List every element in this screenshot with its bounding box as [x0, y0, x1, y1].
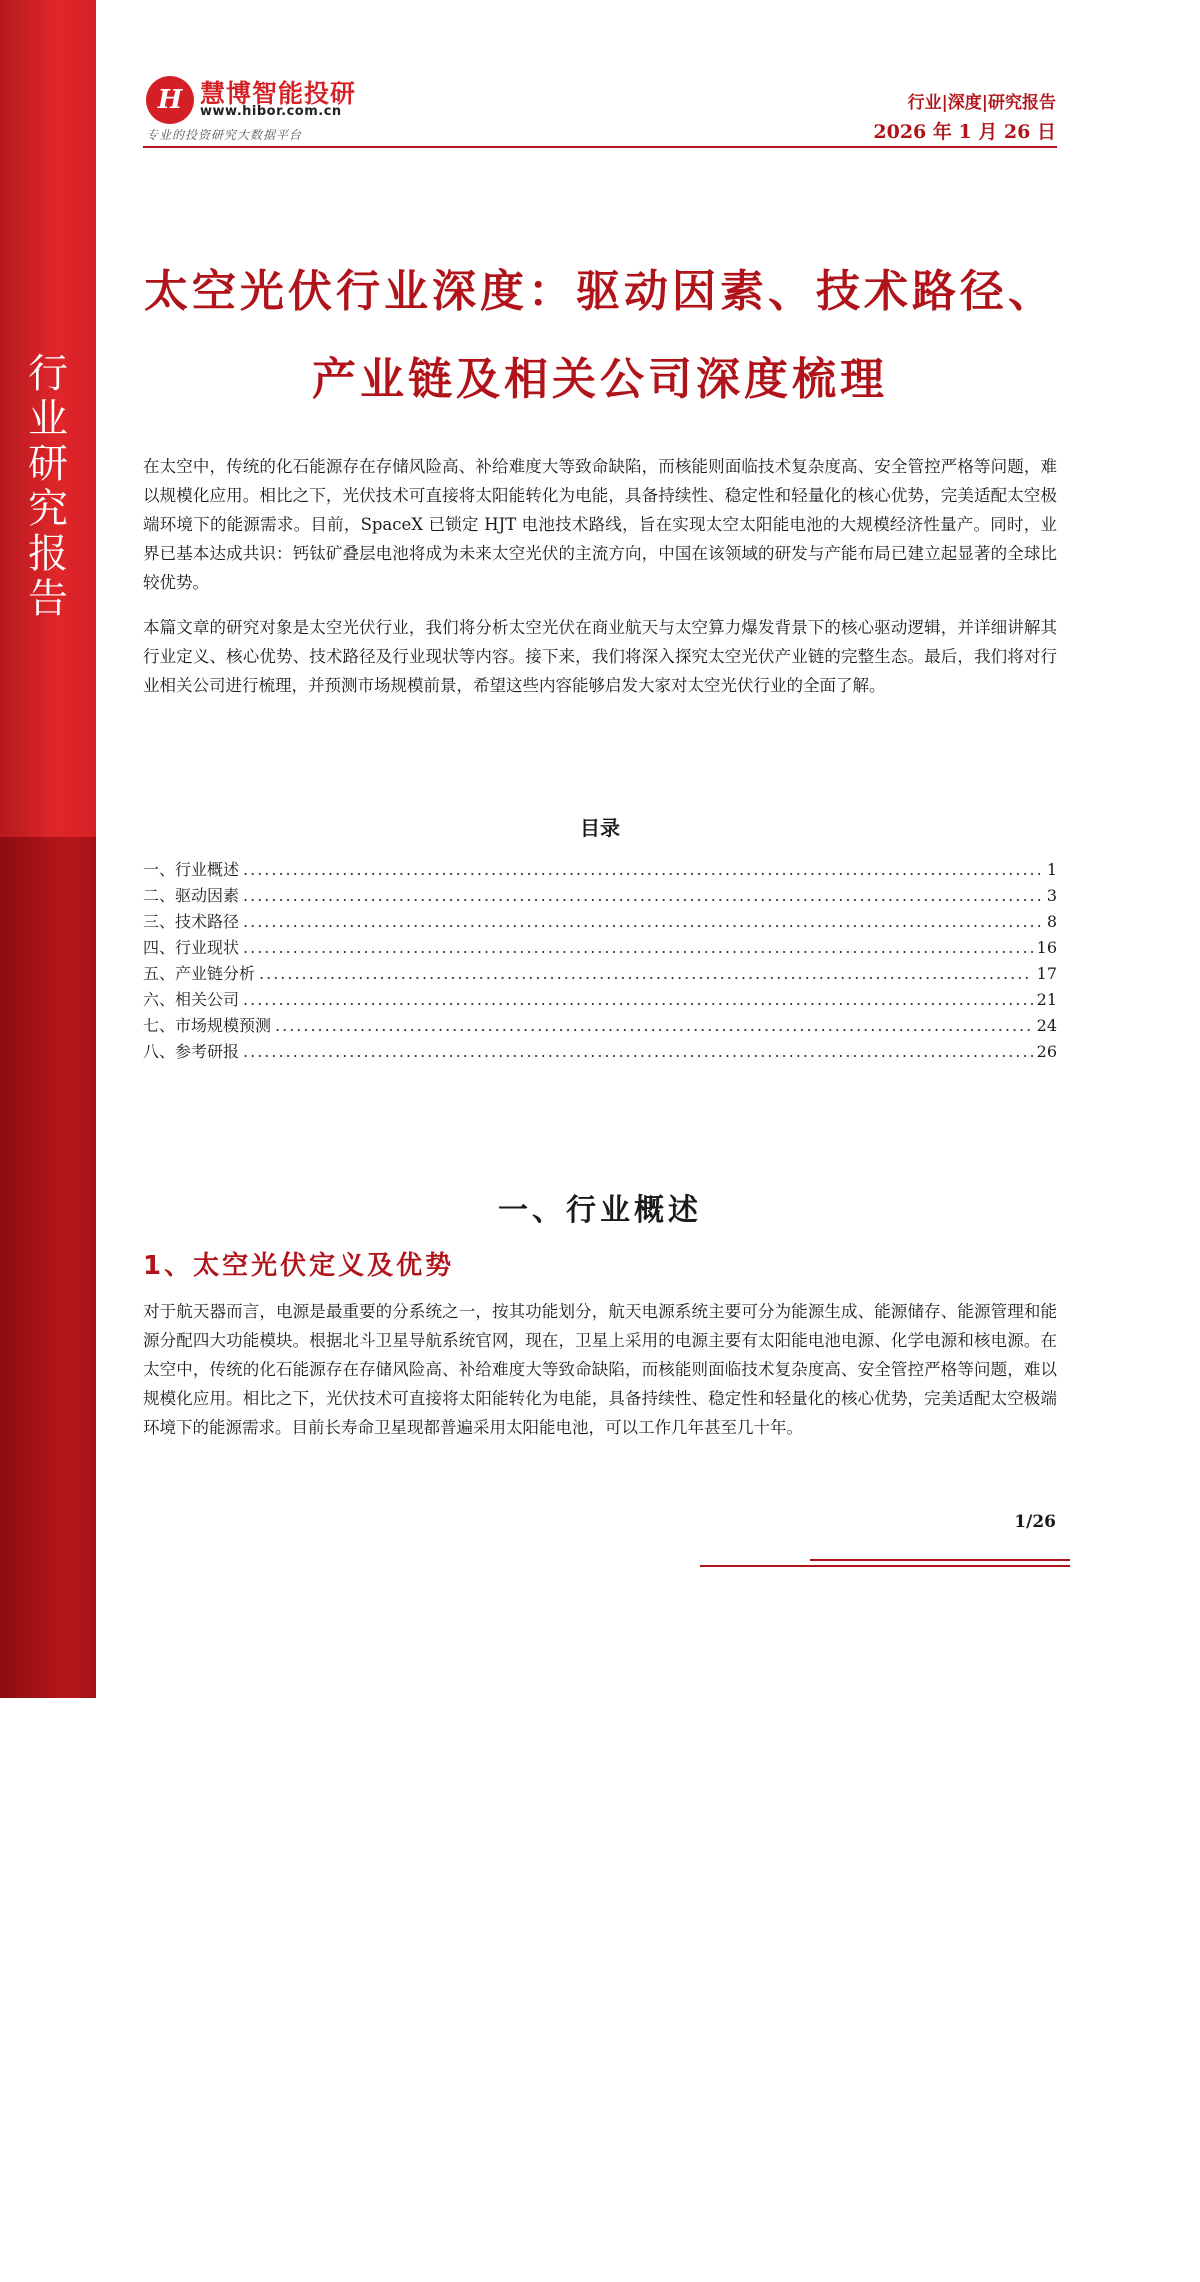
sidebar-top-band	[0, 0, 96, 837]
toc-dot-leader	[243, 1042, 1033, 1061]
page-number: 1/26	[1014, 1512, 1056, 1532]
report-date: 2026 年 1 月 26 日	[873, 121, 1056, 143]
abstract-paragraph: 本篇文章的研究对象是太空光伏行业，我们将分析太空光伏在商业航天与太空算力爆发背景下的核心驱动逻辑，并详细讲解其行业定义、核心优势、技术路径及行业现状等内容。接下来，我们将深入探究太空光伏产业链的完整生态。最后，我们将对行业相关公司进行梳理，并预测市场规模前景，希望这些内容能够启发大家对太空光伏行业的全面了解。	[143, 618, 1057, 695]
toc-item-label: 二、驱动因素	[143, 886, 240, 905]
footer-divider-short	[810, 1559, 1070, 1561]
toc-item[interactable]	[143, 1013, 1057, 1039]
toc-dot-leader	[243, 938, 1033, 957]
logo-slogan: 专业的投资研究大数据平台	[146, 128, 303, 142]
section-body	[143, 1297, 1057, 1458]
toc-item-page: 16	[1036, 938, 1057, 957]
toc-item-label: 六、相关公司	[143, 990, 240, 1009]
document-title-line-2: 产业链及相关公司深度梳理	[312, 354, 888, 405]
logo-mark-icon: H	[146, 76, 194, 124]
toc-title: 目录	[580, 816, 620, 840]
document-title	[143, 248, 1057, 424]
toc-item-label: 八、参考研报	[143, 1042, 240, 1061]
toc-item[interactable]	[143, 883, 1057, 909]
toc-item-page: 3	[1046, 886, 1057, 905]
toc-item-page: 8	[1046, 912, 1057, 931]
subsection-heading: 1、太空光伏定义及优势	[143, 1251, 455, 1281]
toc-item-page: 21	[1036, 990, 1057, 1009]
toc-item-label: 四、行业现状	[143, 938, 240, 957]
section-heading: 一、行业概述	[498, 1193, 702, 1228]
footer-divider-long	[700, 1565, 1070, 1567]
brand-logo[interactable]	[146, 72, 386, 144]
toc-item-label: 一、行业概述	[143, 860, 240, 879]
toc-item-label: 七、市场规模预测	[143, 1016, 272, 1035]
toc-dot-leader	[243, 912, 1043, 931]
abstract-paragraph: 在太空中，传统的化石能源存在存储风险高、补给难度大等致命缺陷，而核能则面临技术复杂度高、安全管控严格等问题，难以规模化应用。相比之下，光伏技术可直接将太阳能转化为电能，具备持续性、稳定性和轻量化的核心优势，完美适配太空极端环境下的能源需求。目前，SpaceX 已锁定 HJT 电池技术路线，旨在实现太空太阳能电池的大规模经济性量产。同时，业界已基本达成共识：钙钛矿叠层电池将成为未来太空光伏的主流方向，中国在该领域的研发与产能布局已建立起显著的全球比较优势。	[143, 457, 1057, 592]
logo-url[interactable]: www.hibor.com.cn	[200, 104, 342, 119]
toc-item-page: 26	[1036, 1042, 1057, 1061]
report-type-label: 行业|深度|研究报告	[907, 93, 1056, 113]
header-divider	[143, 146, 1057, 148]
document-title-line-1: 太空光伏行业深度：驱动因素、技术路径、	[144, 266, 1056, 317]
toc-item-page: 1	[1046, 860, 1057, 879]
toc-item[interactable]	[143, 987, 1057, 1013]
table-of-contents	[143, 857, 1057, 1065]
toc-dot-leader	[243, 886, 1043, 905]
sidebar-label-brand: 慧博智能投研	[28, 2011, 68, 2282]
toc-dot-leader	[243, 860, 1043, 879]
toc-dot-leader	[259, 964, 1033, 983]
body-paragraph: 对于航天器而言，电源是最重要的分系统之一，按其功能划分，航天电源系统主要可分为能源生成、能源储存、能源管理和能源分配四大功能模块。根据北斗卫星导航系统官网，现在，卫星上采用的电源主要有太阳能电池电源、化学电源和核电源。在太空中，传统的化石能源存在存储风险高、补给难度大等致命缺陷，而核能则面临技术复杂度高、安全管控严格等问题，难以规模化应用。相比之下，光伏技术可直接将太阳能转化为电能，具备持续性、稳定性和轻量化的核心优势，完美适配太空极端环境下的能源需求。目前长寿命卫星现都普遍采用太阳能电池，可以工作几年甚至几十年。	[143, 1302, 1057, 1437]
toc-item-page: 17	[1036, 964, 1057, 983]
toc-item-label: 三、技术路径	[143, 912, 240, 931]
abstract	[143, 452, 1057, 716]
toc-item[interactable]	[143, 909, 1057, 935]
toc-item[interactable]	[143, 935, 1057, 961]
toc-item-label: 五、产业链分析	[143, 964, 256, 983]
toc-dot-leader	[243, 990, 1033, 1009]
toc-item[interactable]	[143, 961, 1057, 987]
toc-item[interactable]	[143, 1039, 1057, 1065]
toc-dot-leader	[275, 1016, 1033, 1035]
toc-item-page: 24	[1036, 1016, 1057, 1035]
logo-brand-name: 慧博智能投研	[200, 79, 357, 108]
sidebar-bottom-band	[0, 837, 96, 2282]
toc-item[interactable]	[143, 857, 1057, 883]
sidebar-label-industry-report: 行业研究报告	[28, 351, 68, 622]
